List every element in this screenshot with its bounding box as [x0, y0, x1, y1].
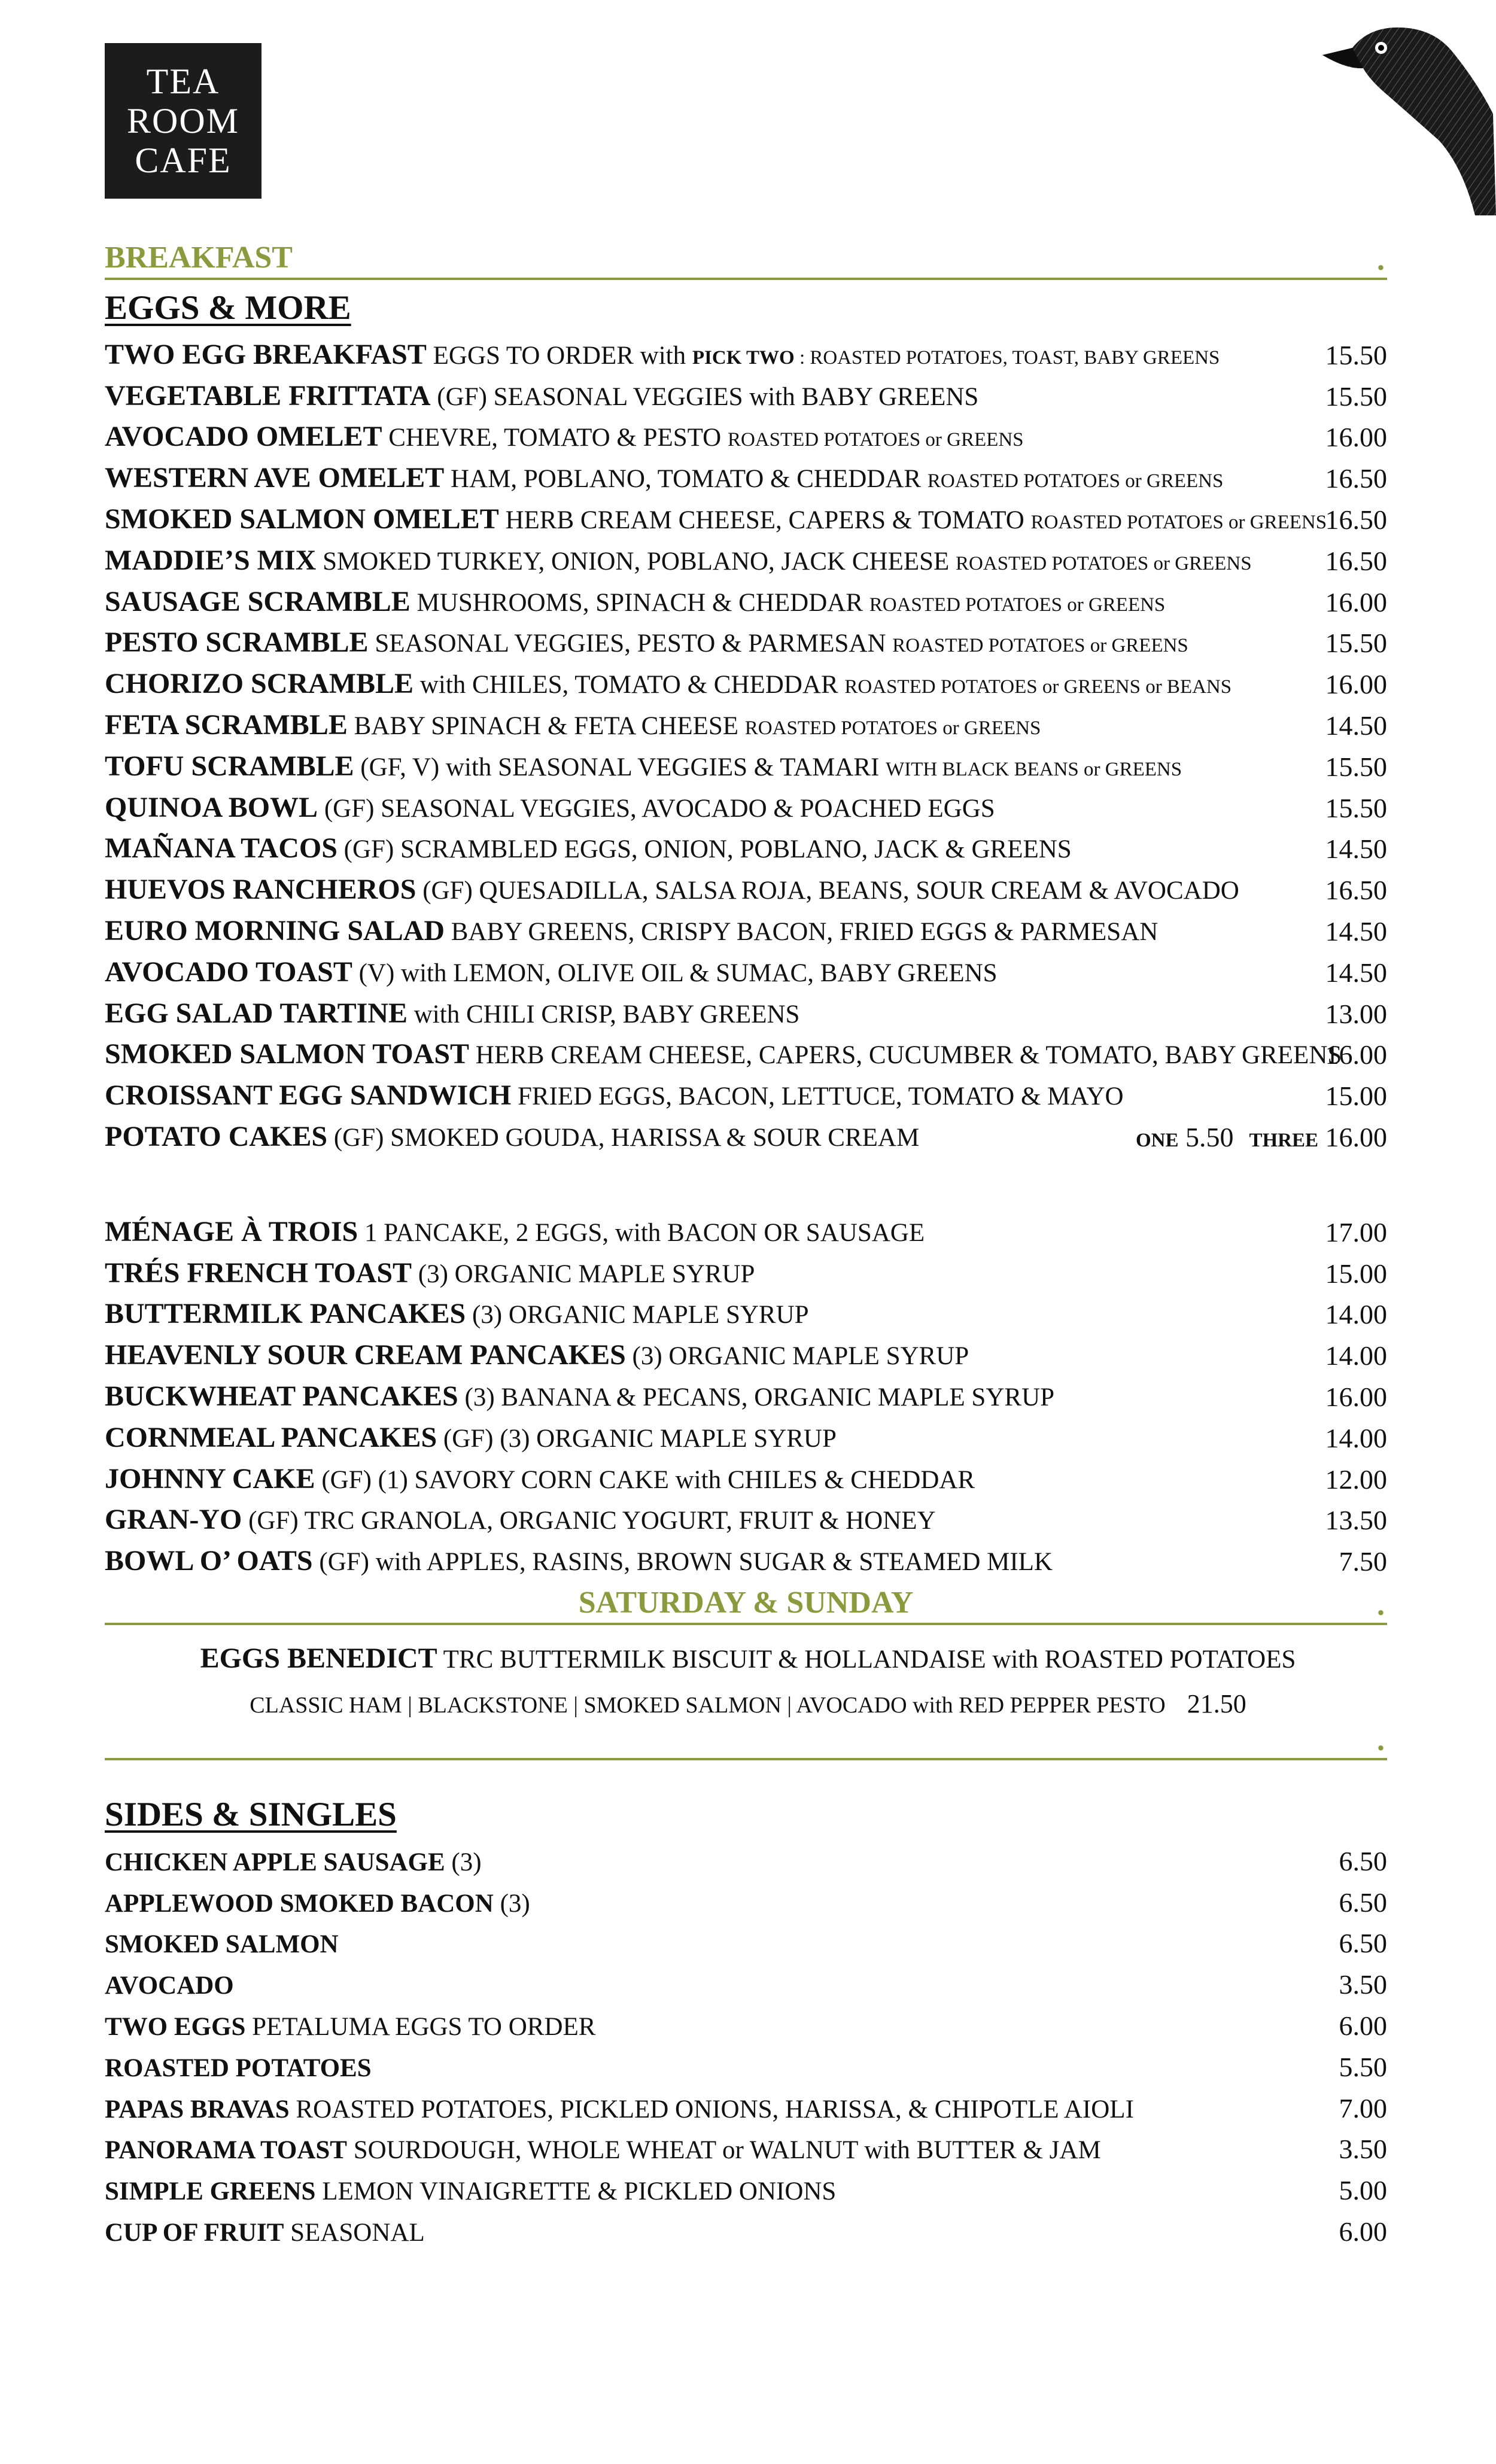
menu-item-price: 6.50 — [1339, 1845, 1387, 1876]
crow-illustration — [1310, 18, 1496, 215]
menu-item-price: 16.00 — [1325, 1381, 1387, 1412]
menu-item-row — [105, 1038, 1387, 1079]
menu-item-row — [105, 1504, 1387, 1545]
menu-item-desc: 1 PANCAKE, 2 EGGS, with BACON OR SAUSAGE — [358, 1218, 925, 1247]
menu-item-desc: (3) ORGANIC MAPLE SYRUP — [412, 1260, 755, 1288]
menu-item-row — [105, 1421, 1387, 1462]
menu-item-price: 14.00 — [1325, 1299, 1387, 1330]
menu-item-row — [105, 1298, 1387, 1339]
eggs-benedict-desc: TRC BUTTERMILK BISCUIT & HOLLANDAISE with ROASTED POTATOES — [437, 1645, 1296, 1674]
menu-item-desc: (GF) QUESADILLA, SALSA ROJA, BEANS, SOUR CREAM & AVOCADO — [416, 877, 1239, 905]
menu-item-price: 13.00 — [1325, 998, 1387, 1029]
menu-item-name: SMOKED SALMON TOAST — [105, 1038, 470, 1070]
menu-item-text — [105, 791, 995, 824]
menu-item-name: AVOCADO — [105, 1972, 234, 2000]
menu-item-price: 14.00 — [1325, 1422, 1387, 1453]
menu-item-desc: (GF) SEASONAL VEGGIES with BABY GREENS — [430, 382, 979, 411]
menu-item-name: TOFU SCRAMBLE — [105, 750, 354, 782]
menu-item-desc: MUSHROOMS, SPINACH & CHEDDAR — [410, 588, 869, 617]
one-label: ONE — [1135, 1129, 1179, 1151]
menu-item-name: ROASTED POTATOES — [105, 2054, 372, 2082]
menu-item-desc: BABY GREENS, CRISPY BACON, FRIED EGGS & PARMESAN — [445, 917, 1159, 946]
menu-item-desc: HERB CREAM CHEESE, CAPERS & TOMATO — [498, 506, 1031, 534]
menu-item-row — [105, 956, 1387, 997]
menu-item-note: WITH BLACK BEANS or GREENS — [886, 758, 1182, 780]
menu-item-row — [105, 379, 1387, 421]
menu-item-row — [105, 1079, 1387, 1120]
menu-item-price: 3.50 — [1339, 1969, 1387, 2000]
menu-item-text — [105, 1848, 482, 1877]
menu-item-name: TWO EGGS — [105, 2012, 246, 2041]
weekend-heading — [105, 1569, 1387, 1625]
menu-item-text — [105, 2136, 1101, 2165]
menu-item-text — [105, 1079, 1124, 1112]
menu-item-name: TRÉS FRENCH TOAST — [105, 1257, 412, 1289]
menu-item-desc: (GF) SEASONAL VEGGIES, AVOCADO & POACHED EGGS — [318, 794, 995, 823]
three-price: 16.00 — [1325, 1121, 1387, 1152]
menu-item-row — [105, 1927, 1387, 1968]
eggs-more-list — [105, 338, 1387, 1161]
menu-item-price: 5.50 — [1339, 2051, 1387, 2082]
menu-item-desc: EGGS TO ORDER with — [426, 341, 692, 370]
menu-item-note: : ROASTED POTATOES, TOAST, BABY GREENS — [794, 346, 1220, 369]
menu-item-text — [105, 667, 1232, 700]
menu-item-price: 17.00 — [1325, 1216, 1387, 1248]
menu-item-name: HUEVOS RANCHEROS — [105, 874, 416, 906]
menu-item-desc: HERB CREAM CHEESE, CAPERS, CUCUMBER & TOMATO, BABY GREENS — [469, 1041, 1342, 1070]
menu-item-price: 15.50 — [1325, 792, 1387, 823]
menu-item-text — [105, 461, 1223, 494]
menu-item-name: GRAN-YO — [105, 1504, 242, 1536]
menu-item-name: CUP OF FRUIT — [105, 2218, 284, 2247]
menu-item-price: 14.00 — [1325, 1340, 1387, 1371]
menu-item-price: 7.50 — [1339, 1546, 1387, 1577]
menu-item-text — [105, 379, 978, 412]
menu-item-name: VEGETABLE FRITTATA — [105, 379, 431, 412]
menu-item-name: MÉNAGE À TROIS — [105, 1215, 358, 1248]
menu-item-row — [105, 544, 1387, 585]
menu-item-name: JOHNNY CAKE — [105, 1462, 315, 1495]
menu-item-price: 15.50 — [1325, 381, 1387, 412]
menu-item-row — [105, 1380, 1387, 1421]
menu-item-text — [105, 2012, 595, 2042]
menu-item-desc: SEASONAL VEGGIES, PESTO & PARMESAN — [368, 629, 893, 658]
logo-line-2: ROOM — [126, 101, 240, 141]
menu-item-text — [105, 1038, 1342, 1070]
menu-item-name: SIMPLE GREENS — [105, 2177, 316, 2206]
menu-item-row — [105, 626, 1387, 668]
breakfast-heading — [105, 224, 1387, 280]
menu-item-text — [105, 1297, 809, 1330]
menu-item-name: SMOKED SALMON — [105, 1930, 339, 1959]
menu-item-name: MADDIE’S MIX — [105, 544, 317, 576]
menu-item-name: CORNMEAL PANCAKES — [105, 1421, 437, 1453]
menu-item-desc: (3) BANANA & PECANS, ORGANIC MAPLE SYRUP — [458, 1383, 1055, 1412]
menu-item-price: 16.50 — [1325, 504, 1387, 535]
menu-item-text — [105, 1421, 837, 1454]
menu-item-desc: (GF) (3) ORGANIC MAPLE SYRUP — [437, 1424, 837, 1453]
sides-list — [105, 1844, 1387, 2256]
menu-item-name: WESTERN AVE OMELET — [105, 462, 445, 494]
potato-cakes-prices — [1136, 1121, 1387, 1153]
menu-item-price: 5.00 — [1339, 2175, 1387, 2206]
menu-item-row — [105, 667, 1387, 708]
menu-item-row — [105, 1462, 1387, 1504]
menu-item-row — [105, 708, 1387, 750]
one-price: 5.50 — [1178, 1121, 1234, 1152]
menu-item-text — [105, 750, 1182, 783]
menu-item-desc: (V) with LEMON, OLIVE OIL & SUMAC, BABY GREENS — [352, 959, 998, 987]
menu-item-desc: (3) ORGANIC MAPLE SYRUP — [466, 1301, 809, 1330]
menu-item-name: PANORAMA TOAST — [105, 2136, 347, 2165]
menu-item-text — [105, 1120, 919, 1153]
menu-item-price: 16.00 — [1325, 669, 1387, 700]
weekend-title: SATURDAY & SUNDAY — [578, 1586, 914, 1620]
menu-item-name: MAÑANA TACOS — [105, 832, 337, 865]
menu-item-row — [105, 2173, 1387, 2214]
menu-item-price: 14.50 — [1325, 915, 1387, 947]
menu-item-desc: (GF) (1) SAVORY CORN CAKE with CHILES & CHEDDAR — [315, 1465, 975, 1494]
menu-item-desc: (GF) with APPLES, RASINS, BROWN SUGAR & STEAMED MILK — [312, 1548, 1053, 1577]
menu-item-price: 15.00 — [1325, 1081, 1387, 1112]
menu-item-row — [105, 503, 1387, 544]
menu-item-text — [105, 1339, 969, 1371]
menu-item-name: TWO EGG BREAKFAST — [105, 338, 427, 370]
menu-item-price: 16.00 — [1325, 1039, 1387, 1070]
menu-item-name: AVOCADO OMELET — [105, 421, 382, 453]
breakfast-title: BREAKFAST — [105, 241, 293, 275]
menu-item-name: FETA SCRAMBLE — [105, 708, 348, 741]
menu-item-text — [105, 544, 1252, 577]
menu-item-price: 16.50 — [1325, 463, 1387, 494]
menu-item-desc: LEMON VINAIGRETTE & PICKLED ONIONS — [315, 2177, 837, 2206]
menu-item-text — [105, 1257, 755, 1289]
menu-item-row — [105, 2133, 1387, 2174]
menu-item-row — [105, 1885, 1387, 1927]
menu-item-row — [105, 1967, 1387, 2009]
menu-item-row — [105, 873, 1387, 914]
menu-item-price: 15.50 — [1325, 628, 1387, 659]
menu-item-text — [105, 2095, 1134, 2124]
menu-item-row — [105, 2214, 1387, 2256]
eggs-benedict-price: 21.50 — [1187, 1689, 1246, 1718]
menu-item-row — [105, 2009, 1387, 2050]
menu-item-desc: (GF, V) with SEASONAL VEGGIES & TAMARI — [354, 753, 886, 781]
menu-item-text — [105, 585, 1165, 618]
menu-item-name: QUINOA BOWL — [105, 791, 318, 823]
menu-item-text — [105, 2054, 372, 2083]
menu-item-note: ROASTED POTATOES or GREENS — [1030, 511, 1327, 533]
menu-item-text — [105, 1503, 936, 1536]
menu-item-desc: FRIED EGGS, BACON, LETTUCE, TOMATO & MAYO — [511, 1082, 1124, 1111]
sides-heading: SIDES & SINGLES — [105, 1796, 397, 1833]
menu-item-text — [105, 1889, 530, 1918]
closing-dot: . — [1377, 1723, 1385, 1757]
menu-item-row — [105, 750, 1387, 791]
menu-item-text — [105, 997, 799, 1030]
price-space — [1318, 1122, 1325, 1152]
menu-item-name: PAPAS BRAVAS — [105, 2095, 290, 2124]
menu-item-note: ROASTED POTATOES or GREENS — [744, 717, 1041, 739]
menu-item-name: HEAVENLY SOUR CREAM PANCAKES — [105, 1339, 626, 1371]
menu-item-desc: BABY SPINACH & FETA CHEESE — [347, 711, 745, 740]
menu-item-price: 16.00 — [1325, 422, 1387, 453]
menu-item-row — [105, 1844, 1387, 1885]
eggs-benedict-line — [0, 1642, 1496, 1675]
menu-item-row — [105, 791, 1387, 832]
menu-item-desc: (GF) TRC GRANOLA, ORGANIC YOGURT, FRUIT & HONEY — [242, 1507, 936, 1535]
menu-item-text — [105, 1215, 925, 1248]
menu-item-desc: ROASTED POTATOES, PICKLED ONIONS, HARISSA, & CHIPOTLE AIOLI — [289, 2095, 1134, 2124]
menu-item-price: 16.50 — [1325, 875, 1387, 906]
menu-item-desc: PETALUMA EGGS TO ORDER — [245, 2012, 596, 2041]
menu-item-price: 7.00 — [1339, 2092, 1387, 2124]
menu-item-price: 16.50 — [1325, 545, 1387, 576]
menu-item-name: SAUSAGE SCRAMBLE — [105, 585, 411, 617]
logo — [105, 43, 262, 199]
menu-item-text — [105, 914, 1158, 947]
menu-item-note: ROASTED POTATOES or GREENS — [927, 470, 1224, 492]
menu-item-name: CHICKEN APPLE SAUSAGE — [105, 1848, 445, 1876]
menu-item-price: 14.50 — [1325, 957, 1387, 988]
menu-item-desc: CHEVRE, TOMATO & PESTO — [382, 424, 728, 452]
menu-item-note: ROASTED POTATOES or GREENS — [956, 552, 1252, 574]
menu-item-row — [105, 997, 1387, 1038]
menu-item-row — [105, 832, 1387, 874]
menu-item-price: 6.50 — [1339, 1887, 1387, 1918]
menu-item-price: 13.50 — [1325, 1505, 1387, 1536]
menu-item-text — [105, 420, 1024, 453]
menu-item-desc: SEASONAL — [284, 2218, 425, 2247]
menu-item-price: 15.50 — [1325, 751, 1387, 782]
menu-item-name: SMOKED SALMON OMELET — [105, 503, 499, 535]
menu-item-text — [105, 503, 1327, 536]
menu-item-desc: with CHILI CRISP, BABY GREENS — [408, 1000, 800, 1029]
menu-item-text — [105, 708, 1041, 741]
menu-item-text — [105, 1380, 1054, 1413]
menu-item-price: 15.50 — [1325, 339, 1387, 370]
menu-item-price: 3.50 — [1339, 2134, 1387, 2165]
menu-item-desc: HAM, POBLANO, TOMATO & CHEDDAR — [444, 465, 928, 494]
menu-item-price: 12.00 — [1325, 1464, 1387, 1495]
menu-item-note: ROASTED POTATOES or GREENS — [892, 635, 1188, 657]
menu-item-desc: SMOKED TURKEY, ONION, POBLANO, JACK CHEESE — [316, 547, 956, 576]
menu-item-price: 14.50 — [1325, 710, 1387, 741]
menu-item-row — [105, 2050, 1387, 2091]
menu-item-text — [105, 873, 1239, 906]
menu-item-name: EGG SALAD TARTINE — [105, 997, 408, 1029]
menu-item-text — [105, 956, 998, 988]
eggs-more-heading: EGGS & MORE — [105, 289, 351, 327]
menu-item-text — [105, 2218, 425, 2247]
menu-item-desc: (GF) SCRAMBLED EGGS, ONION, POBLANO, JACK & GREENS — [337, 835, 1072, 864]
menu-item-desc: (3) ORGANIC MAPLE SYRUP — [625, 1342, 969, 1371]
menu-item-desc: (3) — [445, 1848, 482, 1876]
logo-line-1: TEA — [146, 62, 220, 101]
menu-item-desc: with CHILES, TOMATO & CHEDDAR — [413, 671, 845, 699]
menu-item-note: ROASTED POTATOES or GREENS — [727, 429, 1024, 451]
menu-item-name: APPLEWOOD SMOKED BACON — [105, 1889, 494, 1918]
eggs-benedict-name: EGGS BENEDICT — [200, 1642, 437, 1674]
menu-item-text — [105, 832, 1072, 865]
logo-line-3: CAFE — [135, 141, 232, 180]
menu-item-row — [105, 1339, 1387, 1380]
menu-item-text — [105, 338, 1220, 371]
menu-item-price: 15.00 — [1325, 1258, 1387, 1289]
menu-item-price: 16.00 — [1325, 586, 1387, 617]
menu-item-row — [105, 2091, 1387, 2133]
menu-item-note-bold: PICK TWO — [692, 346, 795, 369]
menu-item-name: PESTO SCRAMBLE — [105, 626, 369, 659]
menu-item-desc: SOURDOUGH, WHOLE WHEAT or WALNUT with BUTTER & JAM — [346, 2136, 1101, 2165]
potato-cakes-row — [105, 1120, 1387, 1161]
menu-item-row — [105, 1257, 1387, 1298]
weekend-end-dot: . — [1377, 1588, 1385, 1622]
menu-item-row — [105, 914, 1387, 956]
menu-item-note: ROASTED POTATOES or GREENS — [869, 594, 1166, 616]
breakfast-end-dot: . — [1377, 243, 1385, 277]
menu-item-row — [105, 585, 1387, 626]
menu-item-desc: (GF) SMOKED GOUDA, HARISSA & SOUR CREAM — [327, 1123, 920, 1152]
menu-item-desc: (3) — [493, 1889, 530, 1918]
menu-item-name: CROISSANT EGG SANDWICH — [105, 1079, 512, 1112]
menu-item-text — [105, 1971, 234, 2000]
menu-item-price: 6.00 — [1339, 2010, 1387, 2041]
menu-item-name: POTATO CAKES — [105, 1120, 328, 1152]
menu-item-note: ROASTED POTATOES or GREENS or BEANS — [844, 676, 1232, 698]
menu-item-name: BUTTERMILK PANCAKES — [105, 1298, 466, 1330]
menu-item-name: EURO MORNING SALAD — [105, 914, 445, 947]
weekend-closing-divider — [105, 1704, 1387, 1760]
eggs-benedict-options: CLASSIC HAM | BLACKSTONE | SMOKED SALMON | AVOCADO with RED PEPPER PESTO — [250, 1693, 1166, 1718]
menu-item-name: BUCKWHEAT PANCAKES — [105, 1380, 458, 1412]
menu-item-name: AVOCADO TOAST — [105, 956, 352, 988]
menu-item-name: BOWL O’ OATS — [105, 1545, 313, 1577]
menu-item-row — [105, 461, 1387, 503]
griddle-list — [105, 1215, 1387, 1586]
menu-item-row — [105, 338, 1387, 379]
menu-item-row — [105, 1215, 1387, 1257]
menu-item-price: 6.00 — [1339, 2216, 1387, 2247]
menu-item-price: 6.50 — [1339, 1928, 1387, 1959]
three-label: THREE — [1249, 1129, 1318, 1151]
menu-item-row — [105, 421, 1387, 462]
menu-item-text — [105, 1930, 339, 1959]
menu-item-price: 14.50 — [1325, 833, 1387, 865]
menu-item-text — [105, 1462, 975, 1495]
menu-item-text — [105, 2177, 836, 2206]
menu-item-text — [105, 626, 1188, 659]
menu-item-name: CHORIZO SCRAMBLE — [105, 668, 414, 700]
